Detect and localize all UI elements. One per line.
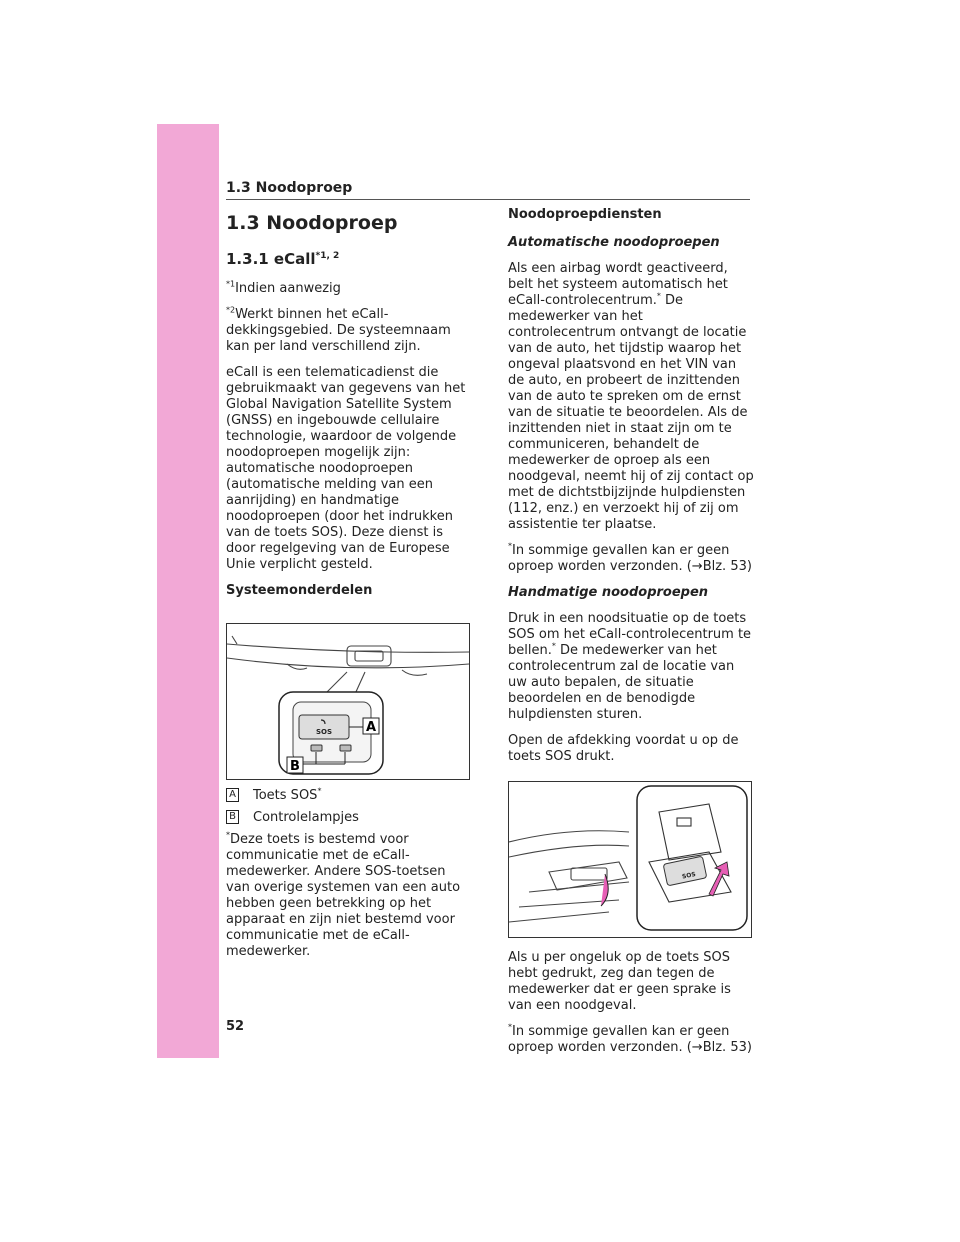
subsection-title	[226, 249, 471, 269]
automatic-calls-sup: *	[656, 291, 661, 301]
footnote-2	[226, 307, 471, 355]
legend-text-a	[253, 788, 321, 804]
note-2-mark: *	[508, 1022, 512, 1032]
legend-footnote	[226, 832, 471, 960]
note-1-mark: *	[508, 541, 512, 551]
legend-item-b	[226, 810, 471, 826]
legend-letter-b: B	[226, 810, 239, 824]
manual-calls-text-1: Druk in een noodsituatie op de toets SOS om het eCall-controlecentrum te bellen.	[508, 611, 752, 658]
footnote-1-mark: *1	[226, 279, 236, 289]
subsection-title-sup: *1, 2	[315, 251, 340, 261]
automatic-calls-text	[508, 261, 754, 533]
accidental-press-note	[508, 1024, 754, 1056]
manual-calls-text	[508, 611, 754, 723]
legend-item-a	[226, 788, 471, 804]
accidental-press-text: Als u per ongeluk op de toets SOS hebt gedrukt, zeg dan tegen de medewerker dat er geen sprake is van een noodgeval.	[508, 950, 731, 1013]
sos-overhead-console-figure	[226, 623, 470, 780]
subsection-title-text: 1.3.1 eCall	[226, 250, 316, 268]
legend-footnote-mark: *	[226, 830, 230, 840]
intro-paragraph: eCall is een telematicadienst die gebruikmaakt van gegevens van het Global Navigation Satellite System (GNSS) en ingebouwde cellulaire technologie, waardoor de volgende noodoproepen mogelijk zijn: automatische noodoproepen (automatische melding van een aanrijding) en handmatige noodoproepen (door het indrukken van de toets SOS). Deze dienst is door regelgeving van de Europese Unie verplicht gesteld.	[226, 365, 466, 572]
sos-label: SOS	[681, 870, 697, 881]
console-illustration	[227, 624, 469, 779]
running-header: 1.3 Noodoproep	[226, 180, 353, 196]
open-cover-illustration	[509, 782, 751, 937]
label-b: B	[290, 759, 300, 774]
legend-footnote-text: Deze toets is bestemd voor communicatie met de eCall-medewerker. Andere SOS-toetsen van overige systemen van een auto hebben geen betrekking op het apparaat en zijn niet bestemd voor communicatie met de eCall-medewerker.	[226, 832, 461, 959]
footnote-1-text: Indien aanwezig	[235, 281, 341, 296]
left-column	[226, 207, 471, 970]
legend-text-a-label: Toets SOS	[253, 788, 318, 803]
footnote-1	[226, 281, 471, 297]
automatic-calls-text-1: Als een airbag wordt geactiveerd, belt het systeem automatisch het eCall-controlecentrum.	[508, 261, 728, 308]
components-heading: Systeemonderdelen	[226, 583, 373, 598]
legend-letter-a: A	[226, 788, 239, 802]
legend-text-b: Controlelampjes	[253, 810, 359, 825]
automatic-calls-heading: Automatische noodoproepen	[508, 235, 720, 250]
automatic-calls-note	[508, 543, 754, 575]
page-number: 52	[226, 1019, 245, 1034]
automatic-calls-text-2: De medewerker van het controlecentrum ontvangt de locatie van de auto, het tijdstip waarop het ongeval plaatsvond en het VIN van de auto, en probeert de inzittenden van de auto te spreken om de ernst van de situatie te beoordelen. Als de inzittenden niet in staat zijn om te communiceren, behandelt de medewerker de oproep als een noodgeval, neemt hij of zij contact op met de dichtstbijzijnde hulpdiensten (112, enz.) en verzoekt hij of zij om assistentie ter plaatse.	[508, 293, 754, 532]
right-column	[508, 207, 754, 1066]
manual-calls-heading: Handmatige noodoproepen	[508, 585, 709, 600]
section-tab-band	[157, 124, 219, 1058]
header-rule	[226, 199, 750, 200]
label-a: A	[365, 720, 377, 735]
note-1-text: In sommige gevallen kan er geen oproep worden verzonden. (→Blz. 53)	[508, 543, 752, 574]
footnote-2-mark: *2	[226, 305, 236, 315]
sos-label: SOS	[315, 728, 333, 736]
services-heading: Noodoproepdiensten	[508, 207, 662, 222]
section-title: 1.3 Noodoproep	[226, 212, 398, 234]
manual-calls-text-2: De medewerker van het controlecentrum zal de locatie van uw auto bepalen, de situatie beoordelen en de benodigde hulpdiensten sturen.	[508, 643, 735, 722]
open-cover-figure	[508, 781, 752, 938]
note-2-text: In sommige gevallen kan er geen oproep worden verzonden. (→Blz. 53)	[508, 1024, 752, 1055]
legend-text-a-sup: *	[317, 786, 322, 796]
manual-calls-sup: *	[551, 641, 556, 651]
open-cover-text: Open de afdekking voordat u op de toets SOS drukt.	[508, 733, 739, 764]
footnote-2-text: Werkt binnen het eCall-dekkingsgebied. De systeemnaam kan per land verschillend zijn.	[226, 307, 451, 354]
